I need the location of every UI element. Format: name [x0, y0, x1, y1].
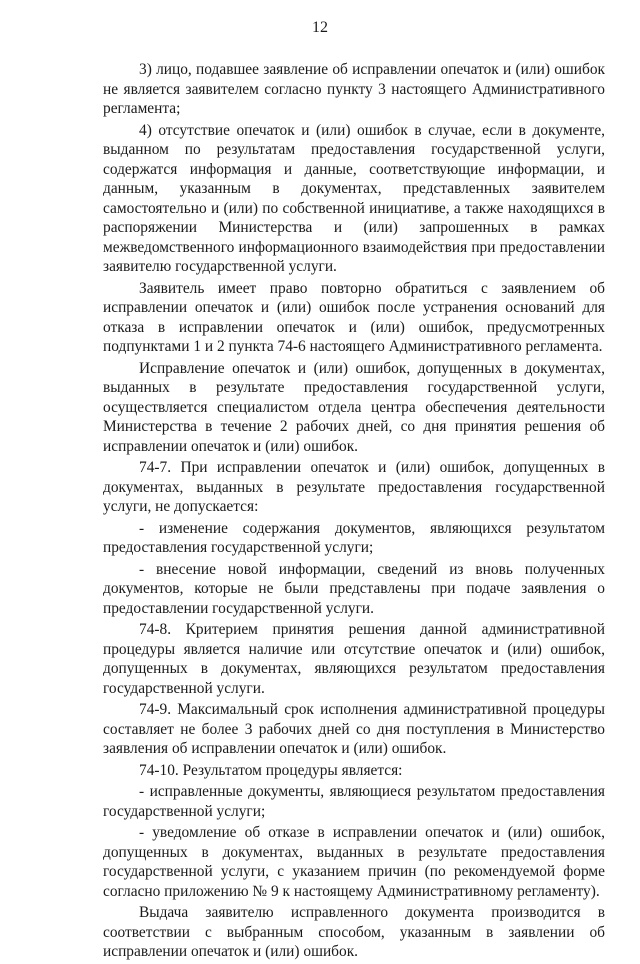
list-item-corrected-documents: - исправленные документы, являющиеся результатом предоставления государственной услуги; [103, 783, 605, 820]
paragraph-item-4: 4) отсутствие опечаток и (или) ошибок в случае, если в документе, выданном по результатам предоставления государственной услуги, содержатся информация и данные, соответствующие информации, и данным, указанным в документах, представленных заявителем самостоятельно и (или) по собственной инициативе, а также находящихся в распоряжении Министерства и (или) запрошенных в рамках межведомственного информационного взаимодействия при предоставлении заявителю государственной услуги. [103, 121, 605, 275]
paragraph-issuance: Выдача заявителю исправленного документа производится в соответствии с выбранным способом, указанным в заявлении об исправлении опечаток и (или) ошибок. [103, 904, 605, 960]
paragraph-correction-term: Исправление опечаток и (или) ошибок, допущенных в документах, выданных в результате предоставления государственной услуги, осуществляется специалистом отдела центра обеспечения деятельности Министерства в течение 2 рабочих дней, со дня принятия решения об исправлении опечаток и (или) ошибок. [103, 359, 605, 455]
paragraph-reapply-right: Заявитель имеет право повторно обратиться с заявлением об исправлении опечаток и (или) ошибок после устранения оснований для отказа в исправлении опечаток и (или) ошибок, предусмотренных подпунктами 1 и 2 пункта 74-6 настоящего Административного регламента. [103, 279, 605, 355]
paragraph-74-9: 74-9. Максимальный срок исполнения административной процедуры составляет не более 3 рабочих дней со дня поступления в Министерство заявления об исправлении опечаток и (или) ошибок. [103, 701, 605, 757]
paragraph-74-8: 74-8. Критерием принятия решения данной административной процедуры является наличие или отсутствие опечаток и (или) ошибок, допущенных в документах, являющихся результатом предоставления государственной услуги. [103, 621, 605, 697]
paragraph-74-10: 74-10. Результатом процедуры является: [139, 761, 403, 779]
list-item-refusal-notice: - уведомление об отказе в исправлении опечаток и (или) ошибок, допущенных в документах, выданных в результате предоставления государственной услуги, с указанием причин (по рекомендуемой форме согласно приложению № 9 к настоящему Административному регламенту). [103, 824, 605, 900]
list-item-no-content-change: - изменение содержания документов, являющихся результатом предоставления государственной услуги; [103, 519, 605, 556]
document-body [103, 60, 605, 964]
page-number: 12 [312, 19, 328, 36]
paragraph-item-3: 3) лицо, подавшее заявление об исправлении опечаток и (или) ошибок не является заявителем согласно пункту 3 настоящего Административного регламента; [103, 61, 605, 117]
paragraph-74-7: 74-7. При исправлении опечаток и (или) ошибок, допущенных в документах, выданных в результате предоставления государственной услуги, не допускается: [103, 459, 605, 515]
list-item-no-new-info: - внесение новой информации, сведений из вновь полученных документов, которые не были представлены при подаче заявления о предоставлении государственной услуги. [103, 560, 605, 617]
